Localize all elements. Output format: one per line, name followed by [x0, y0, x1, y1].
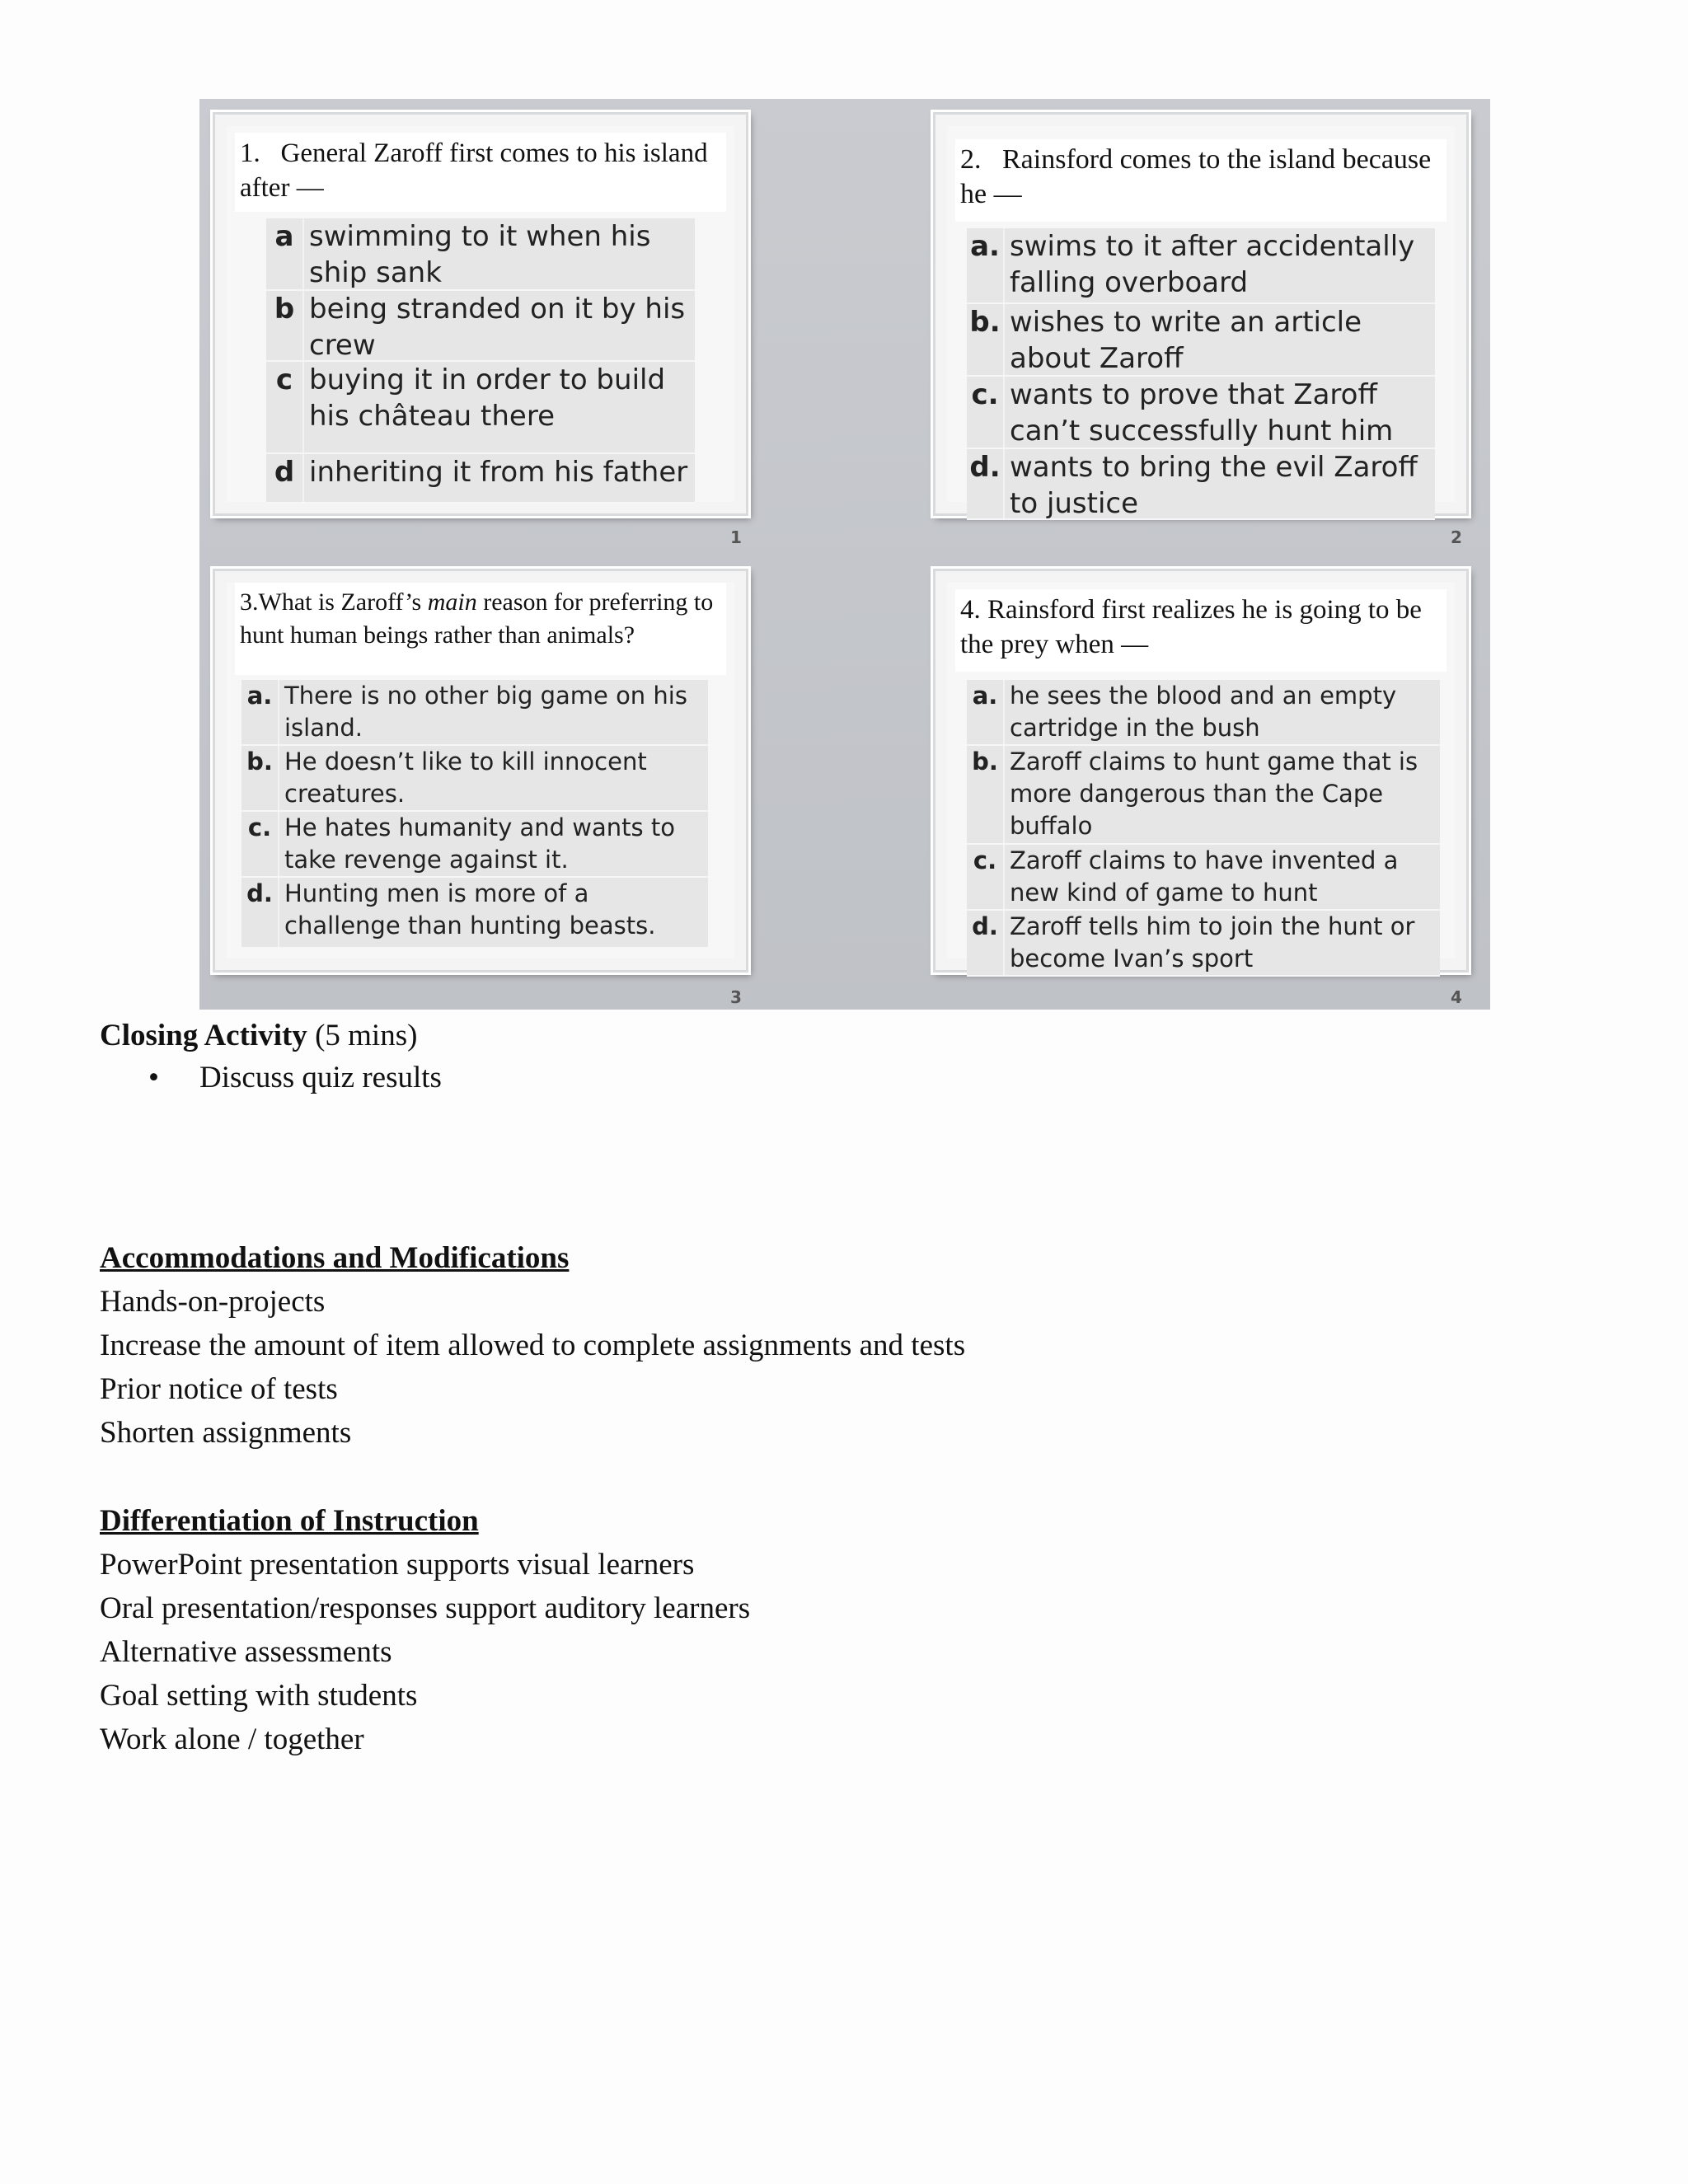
option-key: b. [969, 306, 1001, 339]
section-heading: Accommodations and Modifications [100, 1241, 570, 1275]
answer-options [266, 218, 695, 504]
option-text: There is no other big game on his island. [278, 680, 708, 744]
answer-option [266, 454, 695, 504]
answer-option [967, 304, 1435, 377]
option-key: c. [971, 378, 999, 411]
answer-option [241, 746, 708, 812]
option-text: buying it in order to build his château there [302, 362, 695, 452]
answer-option [241, 878, 708, 949]
list-item: Shorten assignments [100, 1416, 352, 1450]
option-key: d [274, 456, 295, 489]
slide-number: 3 [730, 987, 742, 1007]
option-key: c. [247, 813, 272, 841]
answer-options [241, 680, 708, 949]
option-text: he sees the blood and an empty cartridge in the bush [1003, 680, 1440, 744]
answer-option [266, 291, 695, 362]
bullet-icon: • [148, 1061, 159, 1094]
answer-options [967, 228, 1435, 520]
slide-number: 2 [1451, 527, 1462, 547]
option-text: Hunting men is more of a challenge than hunting beasts. [278, 878, 708, 947]
option-text: swims to it after accidentally falling overboard [1003, 228, 1435, 302]
slide-question [235, 583, 726, 675]
question-suffix: reason for preferring to hunt human beings rather than animals? [240, 588, 714, 649]
slide-number: 1 [730, 527, 742, 547]
closing-activity-heading [100, 1014, 417, 1057]
quiz-slides-image [199, 99, 1490, 1010]
slide-body [947, 583, 1455, 972]
closing-title: Closing Activity [100, 1019, 307, 1052]
option-text: Zaroff claims to hunt game that is more dangerous than the Cape buffalo [1003, 746, 1440, 843]
section-heading: Differentiation of Instruction [100, 1504, 479, 1538]
closing-duration: (5 mins) [315, 1019, 418, 1052]
list-item: Alternative assessments [100, 1635, 392, 1669]
option-key: c. [973, 846, 997, 874]
slide-body [947, 126, 1455, 520]
slide-body [227, 583, 734, 958]
option-text: He doesn’t like to kill innocent creatures. [278, 746, 708, 810]
answer-option [967, 228, 1435, 304]
slide-number: 4 [1451, 987, 1462, 1007]
option-text: wants to prove that Zaroff can’t successfully hunt him [1003, 377, 1435, 448]
list-item: Goal setting with students [100, 1679, 418, 1713]
closing-bullet [148, 1060, 442, 1095]
option-key: a. [972, 682, 998, 710]
list-item: PowerPoint presentation supports visual learners [100, 1548, 695, 1582]
answer-option [241, 680, 708, 746]
differentiation-section [100, 1499, 750, 1761]
option-text: inheriting it from his father [302, 454, 695, 502]
slide-question: 1. General Zaroff first comes to his island after — [235, 133, 726, 212]
answer-option [967, 449, 1435, 520]
slide-body [227, 126, 734, 502]
answer-option [967, 746, 1440, 845]
option-text: Zaroff claims to have invented a new kind of game to hunt [1003, 845, 1440, 909]
option-key: c [275, 363, 293, 396]
option-text: wishes to write an article about Zaroff [1003, 304, 1435, 375]
option-text: Zaroff tells him to join the hunt or become Ivan’s sport [1003, 911, 1440, 975]
answer-option [967, 911, 1440, 977]
answer-options [967, 680, 1440, 977]
answer-option [266, 362, 695, 454]
option-key: d. [969, 451, 1001, 484]
option-key: a [274, 220, 294, 253]
bullet-text: Discuss quiz results [199, 1061, 442, 1094]
question-prefix: 3.What is Zaroff’s [240, 588, 428, 616]
answer-option [266, 218, 695, 291]
answer-option [967, 845, 1440, 911]
slide-2 [933, 112, 1469, 520]
slide-question: 2. Rainsford comes to the island because he — [955, 139, 1447, 222]
list-item: Oral presentation/responses support auditory learners [100, 1591, 751, 1625]
slide-question: 4. Rainsford first realizes he is going to be the prey when — [955, 589, 1447, 672]
option-key: d. [246, 879, 273, 907]
option-text: swimming to it when his ship sank [302, 218, 695, 289]
option-key: b [274, 293, 295, 326]
option-key: a. [970, 230, 1000, 263]
answer-option [967, 377, 1435, 449]
accommodations-section [100, 1236, 965, 1455]
option-key: d. [972, 912, 998, 940]
question-emphasis: main [427, 588, 477, 616]
answer-option [967, 680, 1440, 746]
list-item: Prior notice of tests [100, 1372, 338, 1406]
option-key: b. [246, 748, 273, 776]
slide-1 [213, 112, 748, 516]
option-text: being stranded on it by his crew [302, 291, 695, 360]
option-text: He hates humanity and wants to take revenge against it. [278, 812, 708, 876]
list-item: Work alone / together [100, 1722, 364, 1756]
slide-3 [213, 569, 748, 972]
answer-option [241, 812, 708, 878]
option-key: a. [246, 682, 273, 710]
slide-4 [933, 569, 1469, 972]
list-item: Hands-on-projects [100, 1285, 326, 1319]
option-text: wants to bring the evil Zaroff to justice [1003, 449, 1435, 518]
list-item: Increase the amount of item allowed to complete assignments and tests [100, 1329, 966, 1362]
option-key: b. [972, 748, 998, 776]
